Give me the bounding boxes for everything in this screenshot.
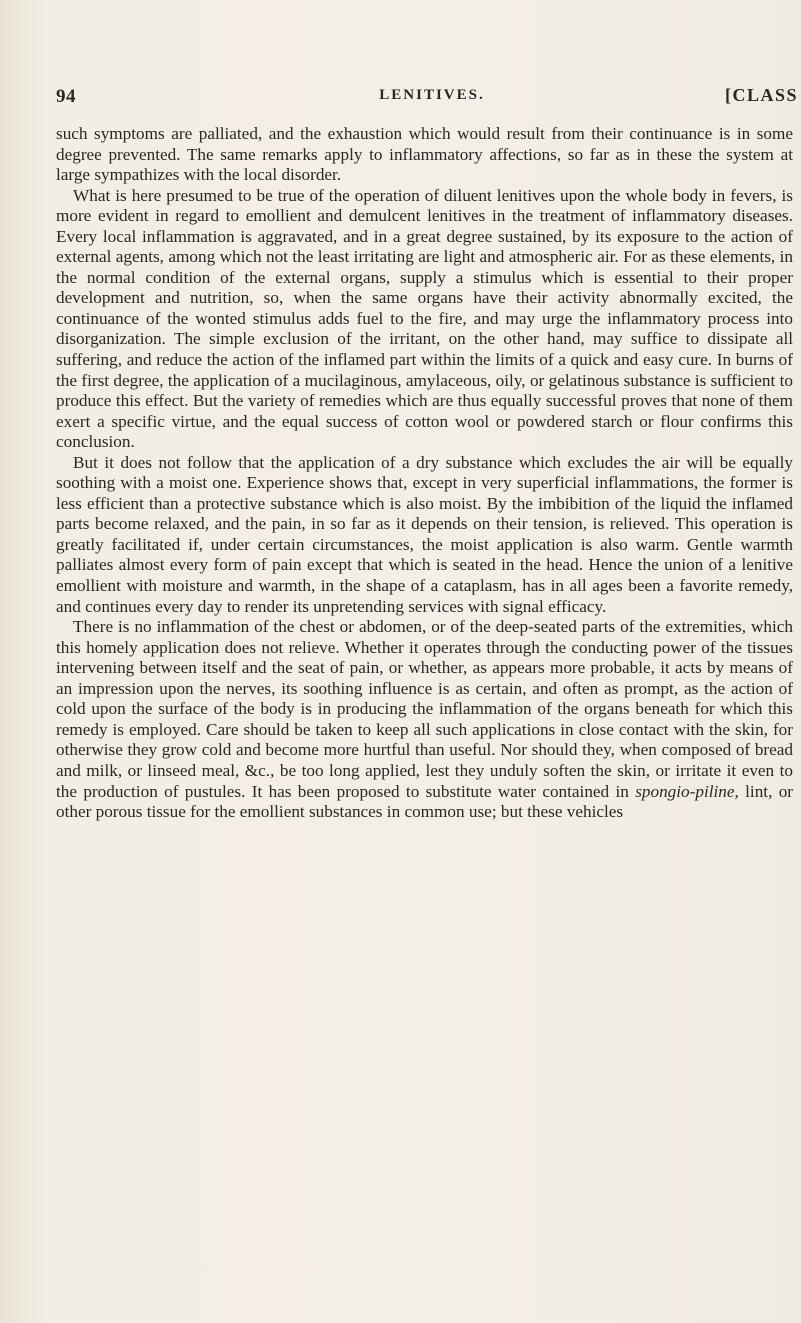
paragraph-cataplasm-tail: lint, or other porous tissue for the emollient substances in common use; but these vehicles — [56, 781, 794, 822]
paragraph-cataplasm-text: There is no inflammation of the chest or abdomen, or of the deep-seated parts of the extremities, which this homely application does not relieve. Whether it operates through the conducting power of the tissues intervening between itself and the seat of pain, or whether, as appears more probable, it acts by means of an impression upon the nerves, its soothing influence is as certain, and often as prompt, as the action of cold upon the surface of the body is in producing the inflammation of the organs beneath for which this remedy is employed. Care should be taken to keep all such applications in close contact with the skin, for otherwise they grow cold and become more hurtful than useful. Nor should they, when composed of bread and milk, or linseed meal, &c., be too long applied, lest they unduly soften the skin, or irritate it even to the production of pustules. It has been proposed to substitute water contained in — [56, 617, 793, 801]
paragraph-continuation: such symptoms are palliated, and the exhaustion which would result from their continuance is in some degree prevented. The same remarks apply to inflammatory affections, so far as in these the system at large sympathizes with the local disorder. — [56, 124, 793, 185]
body-text — [56, 124, 793, 823]
running-head: LENITIVES. — [379, 87, 485, 103]
paragraph-cataplasm-relief — [56, 617, 793, 822]
page-header — [56, 86, 798, 110]
italic-term: spongio-piline, — [635, 781, 739, 801]
paragraph-moist-application: But it does not follow that the application of a dry substance which excludes the air will be equally soothing with a moist one. Experience shows that, except in very superficial inflammations, the former is less efficient than a protective substance which is also moist. By the imbibition of the liquid the inflamed parts become relaxed, and the pain, in so far as it depends on their tension, is relieved. This operation is greatly facilitated if, under certain circumstances, the moist application is also warm. Gentle warmth palliates almost every form of pain except that which is seated in the head. Hence the union of a lenitive emollient with moisture and warmth, in the shape of a cataplasm, has in all ages been a favorite remedy, and continues every day to render its unpretending services with signal efficacy. — [56, 452, 793, 616]
page-number: 94 — [56, 86, 76, 107]
paragraph-diluent-lenitives: What is here presumed to be true of the operation of diluent lenitives upon the whole body in fevers, is more evident in regard to emollient and demulcent lenitives in the treatment of inflammatory diseases. Every local inflammation is aggravated, and in a great degree sustained, by its exposure to the action of external agents, among which not the least irritating are light and atmospheric air. For as these elements, in the normal condition of the external organs, supply a stimulus which is essential to their proper development and nutrition, so, when the same organs have their activity abnormally excited, the continuance of the wonted stimulus adds fuel to the fire, and may urge the inflammatory process into disorganization. The simple exclusion of the irritant, on the other hand, may suffice to dissipate all suffering, and reduce the action of the inflamed part within the limits of a quick and easy cure. In burns of the first degree, the application of a mucilaginous, amylaceous, oily, or gelatinous substance is sufficient to produce this effect. But the variety of remedies which are thus equally successful proves that none of them exert a specific virtue, and the equal success of cotton wool or powdered starch or flour confirms this conclusion. — [56, 185, 793, 452]
section-label: [CLASS — [724, 85, 798, 105]
